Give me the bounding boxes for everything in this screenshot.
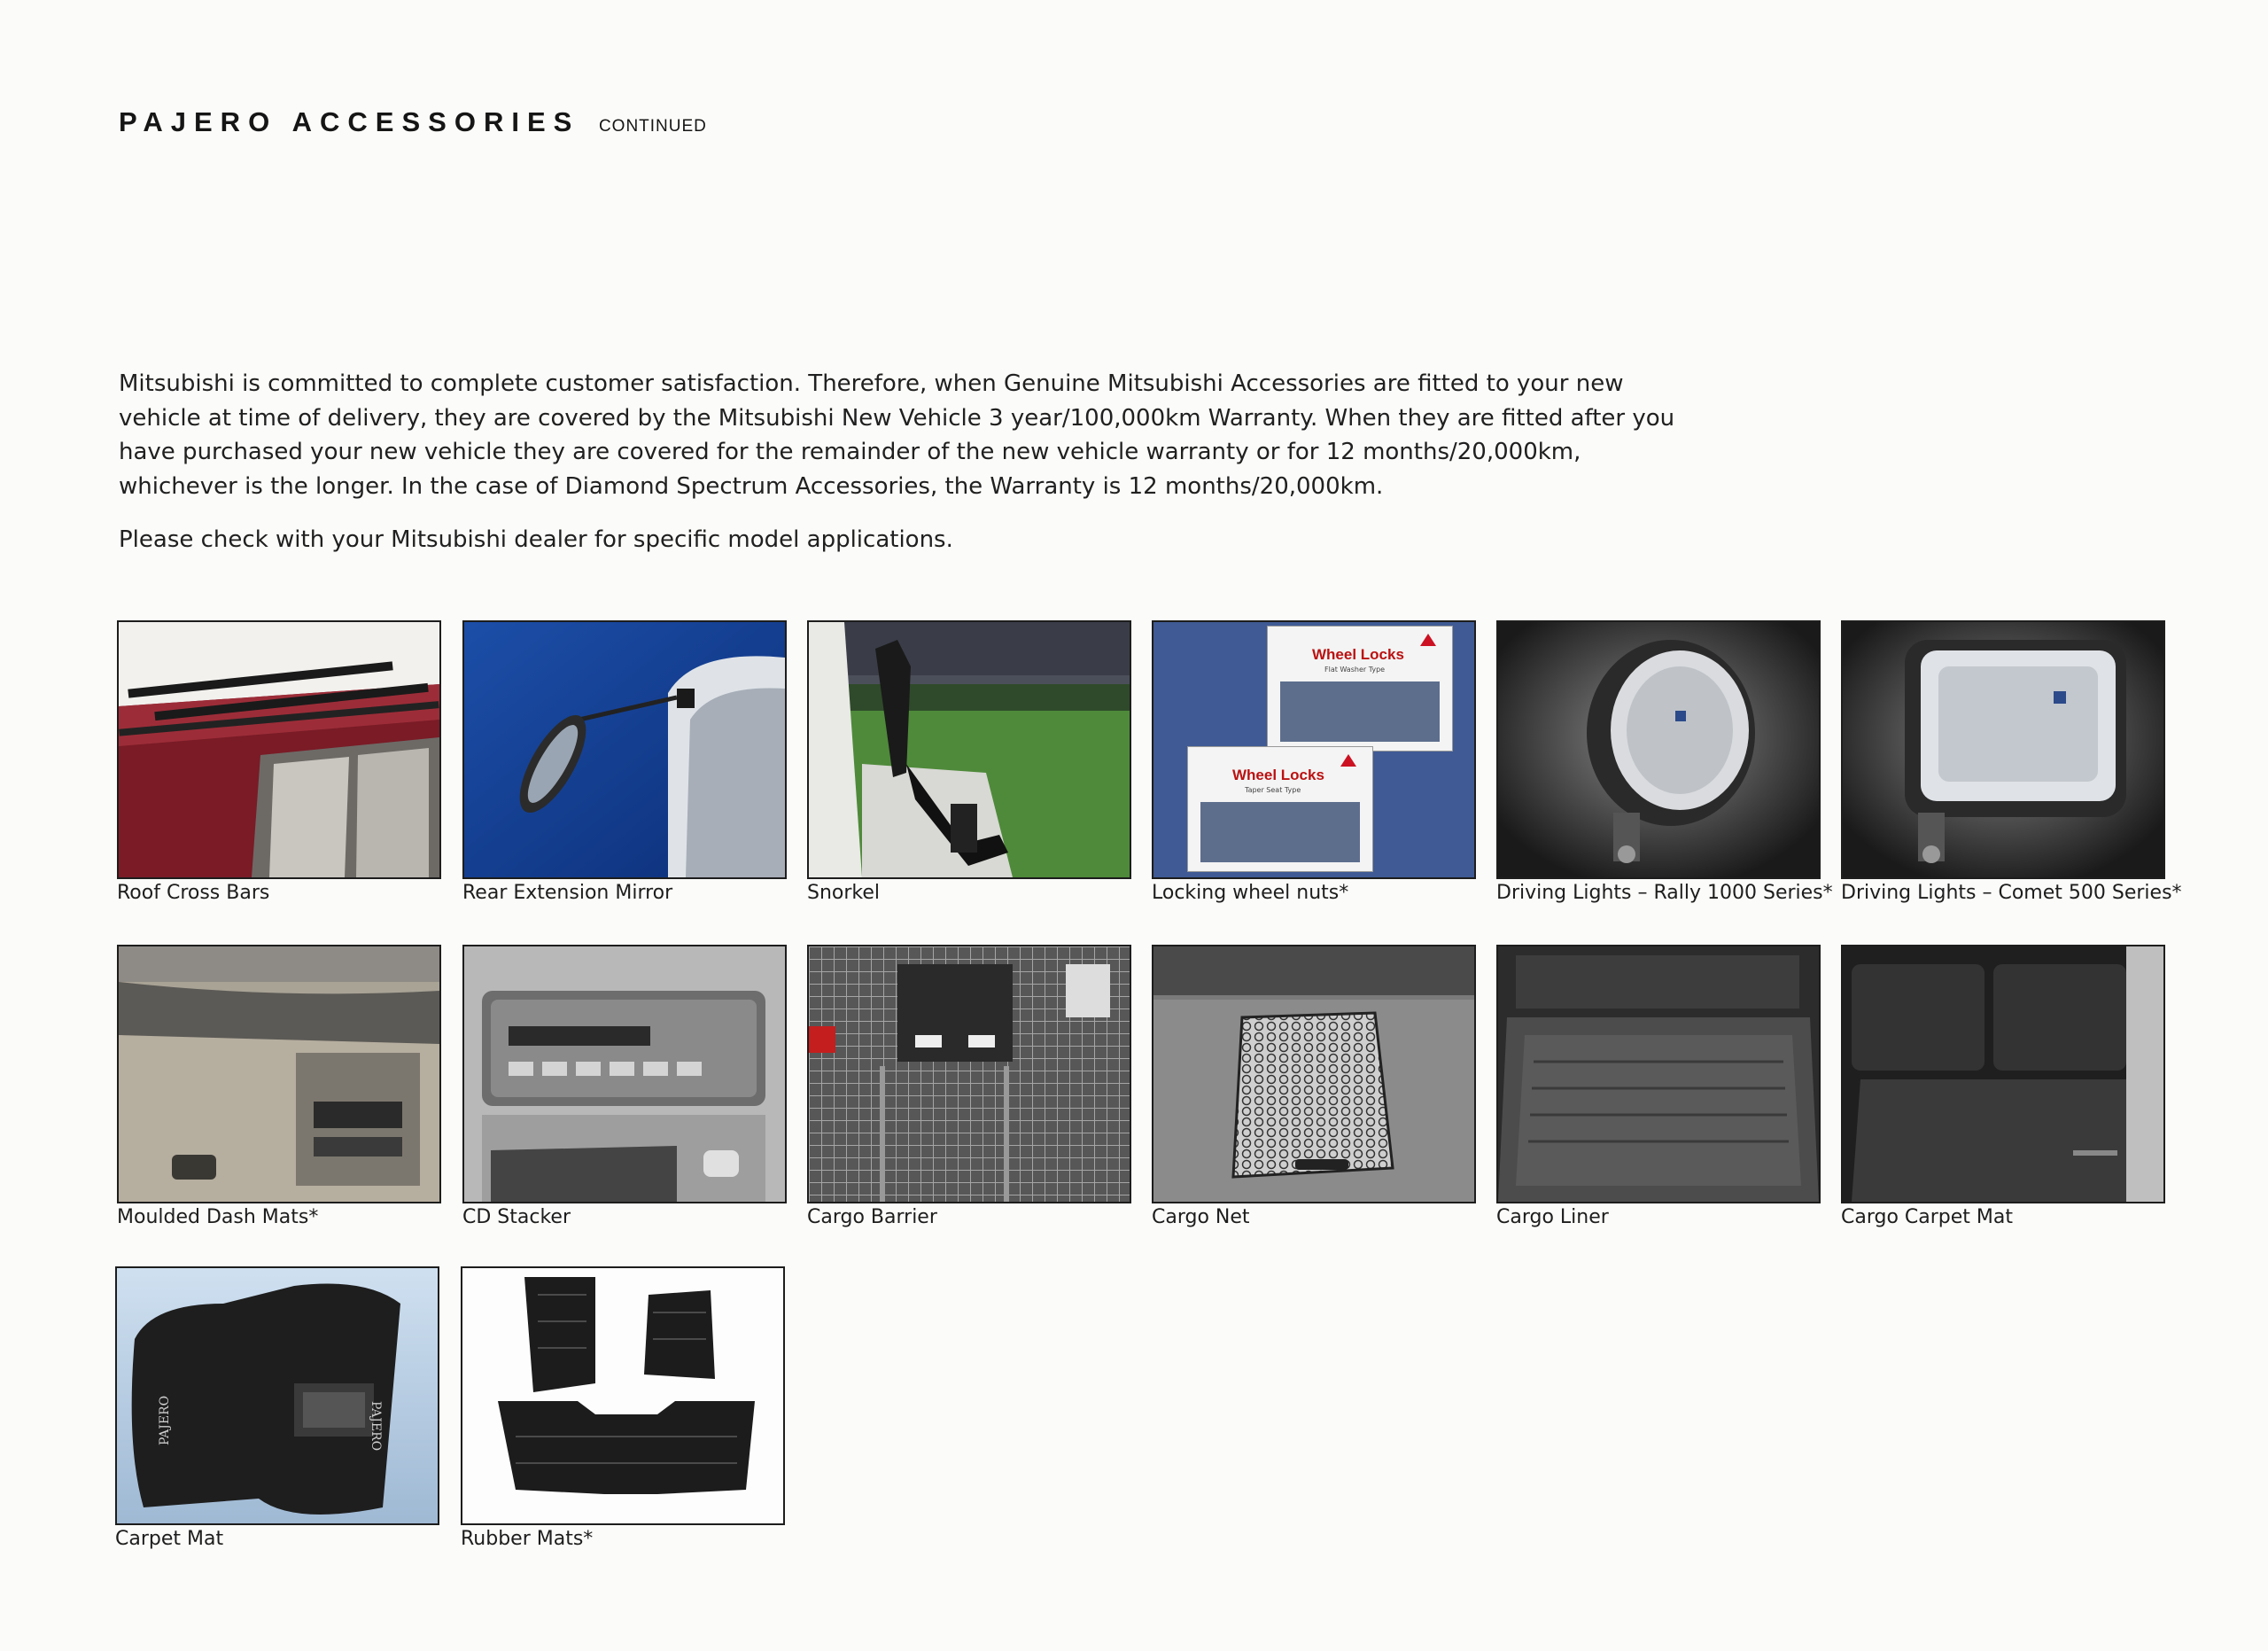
wheel-locks-sub-top: Flat Washer Type (1324, 666, 1386, 674)
mitsubishi-logo-icon (1420, 634, 1436, 646)
carpet-mat-logo-right: PAJERO (369, 1401, 383, 1452)
accessory-moulded-dash-mats (117, 945, 441, 1228)
rubber-mats-photo (461, 1266, 785, 1525)
wheel-locks-sub-bottom: Taper Seat Type (1245, 786, 1301, 794)
locking-wheel-nuts-photo (1152, 620, 1476, 879)
page-title (119, 106, 707, 138)
accessory-cargo-net (1152, 945, 1476, 1228)
accessory-rear-extension-mirror (462, 620, 787, 904)
cargo-net-photo (1152, 945, 1476, 1203)
accessory-cargo-liner (1496, 945, 1821, 1228)
cargo-net-caption: Cargo Net (1152, 1206, 1250, 1228)
page-title-text: PAJERO ACCESSORIES (119, 106, 580, 137)
cargo-liner-photo (1496, 945, 1821, 1203)
driving-lights-rally-photo (1496, 620, 1821, 879)
snorkel-caption: Snorkel (807, 882, 881, 904)
cargo-carpet-mat-caption: Cargo Carpet Mat (1841, 1206, 2014, 1228)
roof-cross-bars-photo (117, 620, 441, 879)
roof-cross-bars-caption: Roof Cross Bars (117, 882, 270, 904)
moulded-dash-mats-caption: Moulded Dash Mats* (117, 1206, 319, 1228)
intro-paragraph-dealer: Please check with your Mitsubishi dealer for specific model applications. (119, 526, 953, 553)
snorkel-photo (807, 620, 1131, 879)
page-subtitle: CONTINUED (598, 117, 707, 136)
driving-lights-comet-photo (1841, 620, 2165, 879)
cd-stacker-photo (462, 945, 787, 1203)
locking-wheel-nuts-caption: Locking wheel nuts* (1152, 882, 1349, 904)
wheel-locks-label-bottom: Wheel Locks (1232, 767, 1324, 783)
accessory-snorkel (807, 620, 1131, 904)
accessory-driving-lights-rally (1496, 620, 1833, 904)
accessory-driving-lights-comet (1841, 620, 2182, 904)
accessory-cd-stacker (462, 945, 787, 1228)
moulded-dash-mats-photo (117, 945, 441, 1203)
wheel-locks-label-top: Wheel Locks (1312, 646, 1404, 663)
carpet-mat-caption: Carpet Mat (115, 1528, 224, 1550)
intro-text (119, 367, 1705, 577)
cargo-carpet-mat-photo (1841, 945, 2165, 1203)
driving-lights-rally-caption: Driving Lights – Rally 1000 Series* (1496, 882, 1833, 904)
cd-stacker-caption: CD Stacker (462, 1206, 571, 1228)
accessory-roof-cross-bars (117, 620, 441, 904)
accessory-cargo-barrier (807, 945, 1131, 1228)
intro-paragraph-warranty: Mitsubishi is committed to complete customer satisfaction. Therefore, when Genuine Mitsubishi Accessories are fitted to your new vehicle at time of delivery, they are covered by the Mitsubishi New Vehicle 3 year/100,000km Warranty. When they are fitted after you have purchased your new vehicle they are covered for the remainder of the new vehicle warranty or for 12 months/20,000km, whichever is the longer. In the case of Diamond Spectrum Accessories, the Warranty is 12 months/20,000km. (119, 370, 1675, 500)
driving-lights-comet-caption: Driving Lights – Comet 500 Series* (1841, 882, 2182, 904)
cargo-barrier-photo (807, 945, 1131, 1203)
rubber-mats-caption: Rubber Mats* (461, 1528, 594, 1550)
rear-extension-mirror-photo (462, 620, 787, 879)
cargo-liner-caption: Cargo Liner (1496, 1206, 1609, 1228)
cargo-barrier-caption: Cargo Barrier (807, 1206, 937, 1228)
accessory-locking-wheel-nuts (1152, 620, 1476, 904)
accessory-carpet-mat (115, 1266, 439, 1550)
carpet-mat-photo (115, 1266, 439, 1525)
accessory-cargo-carpet-mat (1841, 945, 2165, 1228)
accessory-rubber-mats (461, 1266, 785, 1550)
rear-extension-mirror-caption: Rear Extension Mirror (462, 882, 673, 904)
mitsubishi-logo-icon (1340, 754, 1356, 767)
carpet-mat-logo-left: PAJERO (158, 1395, 172, 1445)
